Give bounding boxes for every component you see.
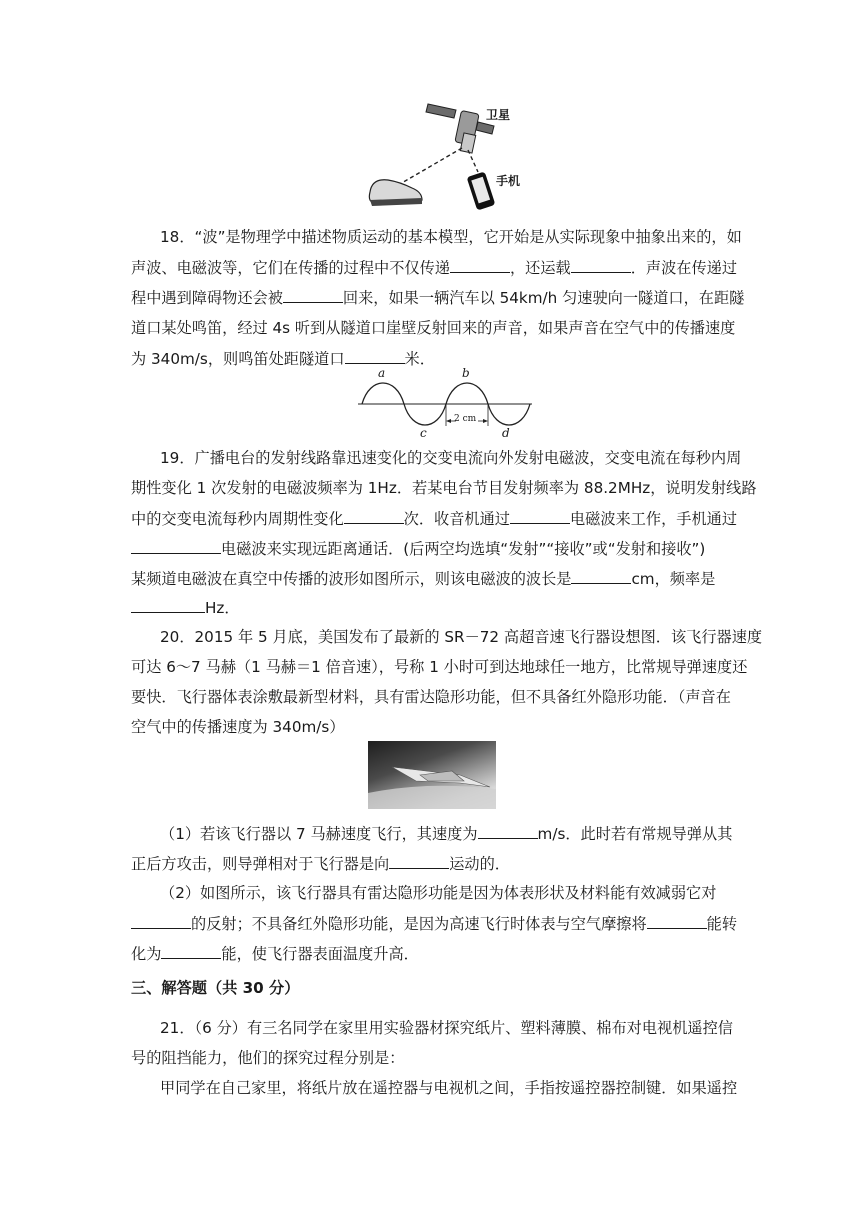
q20-text: 正后方攻击，则导弹相对于飞行器是向 bbox=[131, 855, 390, 873]
q20-text: 化为 bbox=[131, 945, 162, 963]
wave-label-b: b bbox=[462, 366, 470, 380]
q18-line-4: 道口某处鸣笛，经过 4s 听到从隧道口崖壁反射回来的声音，如果声音在空气中的传播速度 bbox=[131, 319, 736, 337]
q19-text: 中的交变电流每秒内周期性变化 bbox=[131, 510, 344, 528]
q20-line-4: 空气中的传播速度为 340m/s） bbox=[131, 718, 345, 736]
q20-text: （1）若该飞行器以 7 马赫速度飞行，其速度为 bbox=[160, 825, 478, 843]
q20-sub1-line-2 bbox=[131, 853, 510, 874]
q18-line-1: 18．“波”是物理学中描述物质运动的基本模型，它开始是从实际现象中抽象出来的，如 bbox=[160, 228, 742, 246]
signal-to-phone bbox=[468, 150, 478, 172]
wave-label-c: c bbox=[420, 426, 427, 440]
q18-text: 米． bbox=[404, 350, 435, 368]
q20-sub2-line-3 bbox=[131, 943, 419, 964]
q20-text: 能转 bbox=[706, 915, 737, 933]
q20-text: 的反射；不具备红外隐形功能，是因为高速飞行时体表与空气摩擦将 bbox=[191, 915, 647, 933]
q20-sub2-line-1: （2）如图所示，该飞行器具有雷达隐形功能是因为体表形状及材料能有效减弱它对 bbox=[160, 884, 717, 902]
q18-blank-4[interactable] bbox=[345, 348, 405, 364]
q19-line-5 bbox=[131, 568, 715, 589]
q20-text: m/s．此时若有常规导弹从其 bbox=[537, 825, 733, 843]
q19-text: 电磁波来实现远距离通话．(后两空均选填“发射”“接收”或“发射和接收”) bbox=[221, 540, 706, 558]
q19-text: 电磁波来工作，手机通过 bbox=[569, 510, 737, 528]
q21-line-2: 号的阻挡能力，他们的探究过程分别是： bbox=[131, 1049, 405, 1067]
satellite-figure bbox=[360, 96, 520, 221]
q19-blank-1[interactable] bbox=[344, 508, 404, 524]
q20-blank-2[interactable] bbox=[389, 853, 449, 869]
q18-blank-1[interactable] bbox=[450, 257, 510, 273]
q20-blank-1[interactable] bbox=[478, 823, 538, 839]
q19-text: Hz． bbox=[205, 599, 240, 617]
q18-line-2 bbox=[131, 257, 737, 278]
q21-line-3: 甲同学在自己家里，将纸片放在遥控器与电视机之间，手指按遥控器控制键．如果遥控 bbox=[160, 1079, 738, 1097]
q19-text: cm，频率是 bbox=[631, 570, 716, 588]
q18-text: 声波、电磁波等，它们在传播的过程中不仅传递 bbox=[131, 259, 450, 277]
q18-text: ．声波在传递过 bbox=[630, 259, 737, 277]
satellite-label: 卫星 bbox=[486, 108, 511, 122]
q19-blank-2[interactable] bbox=[510, 508, 570, 524]
q18-text: 为 340m/s，则鸣笛处距隧道口 bbox=[131, 350, 345, 368]
wave-label-distance: 2 cm bbox=[454, 414, 477, 424]
q21-line-1: 21．（6 分）有三名同学在家里用实验器材探究纸片、塑料薄膜、棉布对电视机遥控信 bbox=[160, 1019, 733, 1037]
q18-text: ，还运载 bbox=[509, 259, 571, 277]
q20-blank-3[interactable] bbox=[131, 913, 191, 929]
q18-text: 回来，如果一辆汽车以 54km/h 匀速驶向一隧道口，在距隧 bbox=[342, 289, 745, 307]
q19-blank-4[interactable] bbox=[571, 568, 631, 584]
q19-blank-3[interactable] bbox=[131, 538, 221, 554]
q20-text: 能，使飞行器表面温度升高． bbox=[221, 945, 419, 963]
wave-figure bbox=[356, 366, 536, 444]
q19-line-4 bbox=[131, 538, 705, 559]
solar-panel-left bbox=[426, 104, 456, 118]
q18-blank-3[interactable] bbox=[283, 287, 343, 303]
q19-line-6 bbox=[131, 597, 240, 618]
section-3-heading: 三、解答题（共 30 分） bbox=[131, 979, 300, 997]
q19-line-2: 期性变化 1 次发射的电磁波频率为 1Hz．若某电台节目发射频率为 88.2MHz，说明发射线路 bbox=[131, 479, 757, 497]
aircraft-photo bbox=[368, 741, 496, 809]
q20-blank-4[interactable] bbox=[647, 913, 707, 929]
q20-line-2: 可达 6～7 马赫（1 马赫＝1 倍音速），号称 1 小时可到达地球任一地方，比常规导弹速度还 bbox=[131, 658, 748, 676]
q20-sub2-line-2 bbox=[131, 913, 737, 934]
phone-label: 手机 bbox=[496, 174, 521, 188]
wave-label-d: d bbox=[502, 426, 510, 440]
q19-text: 某频道电磁波在真空中传播的波形如图所示，则该电磁波的波长是 bbox=[131, 570, 572, 588]
q20-line-3: 要快．飞行器体表涂敷最新型材料，具有雷达隐形功能，但不具备红外隐形功能．（声音在 bbox=[131, 688, 731, 706]
cloud-layer bbox=[368, 786, 496, 809]
q20-line-1: 20．2015 年 5 月底，美国发布了最新的 SR－72 高超音速飞行器设想图．该飞行器速度 bbox=[160, 628, 763, 646]
q19-line-1: 19．广播电台的发射线路靠迅速变化的交变电流向外发射电磁波，交变电流在每秒内周 bbox=[160, 449, 742, 467]
q18-blank-2[interactable] bbox=[571, 257, 631, 273]
q20-blank-5[interactable] bbox=[161, 943, 221, 959]
q19-blank-5[interactable] bbox=[131, 597, 205, 613]
signal-to-shoe bbox=[400, 148, 462, 184]
q19-text: 次．收音机通过 bbox=[403, 510, 510, 528]
solar-panel-right bbox=[476, 122, 494, 134]
q18-text: 程中遇到障碍物还会被 bbox=[131, 289, 283, 307]
q20-text: 运动的． bbox=[449, 855, 510, 873]
q19-line-3 bbox=[131, 508, 737, 529]
aircraft-image bbox=[368, 741, 496, 809]
q20-sub1-line-1 bbox=[160, 823, 732, 844]
wave-label-a: a bbox=[378, 366, 386, 380]
q18-line-3 bbox=[131, 287, 744, 308]
